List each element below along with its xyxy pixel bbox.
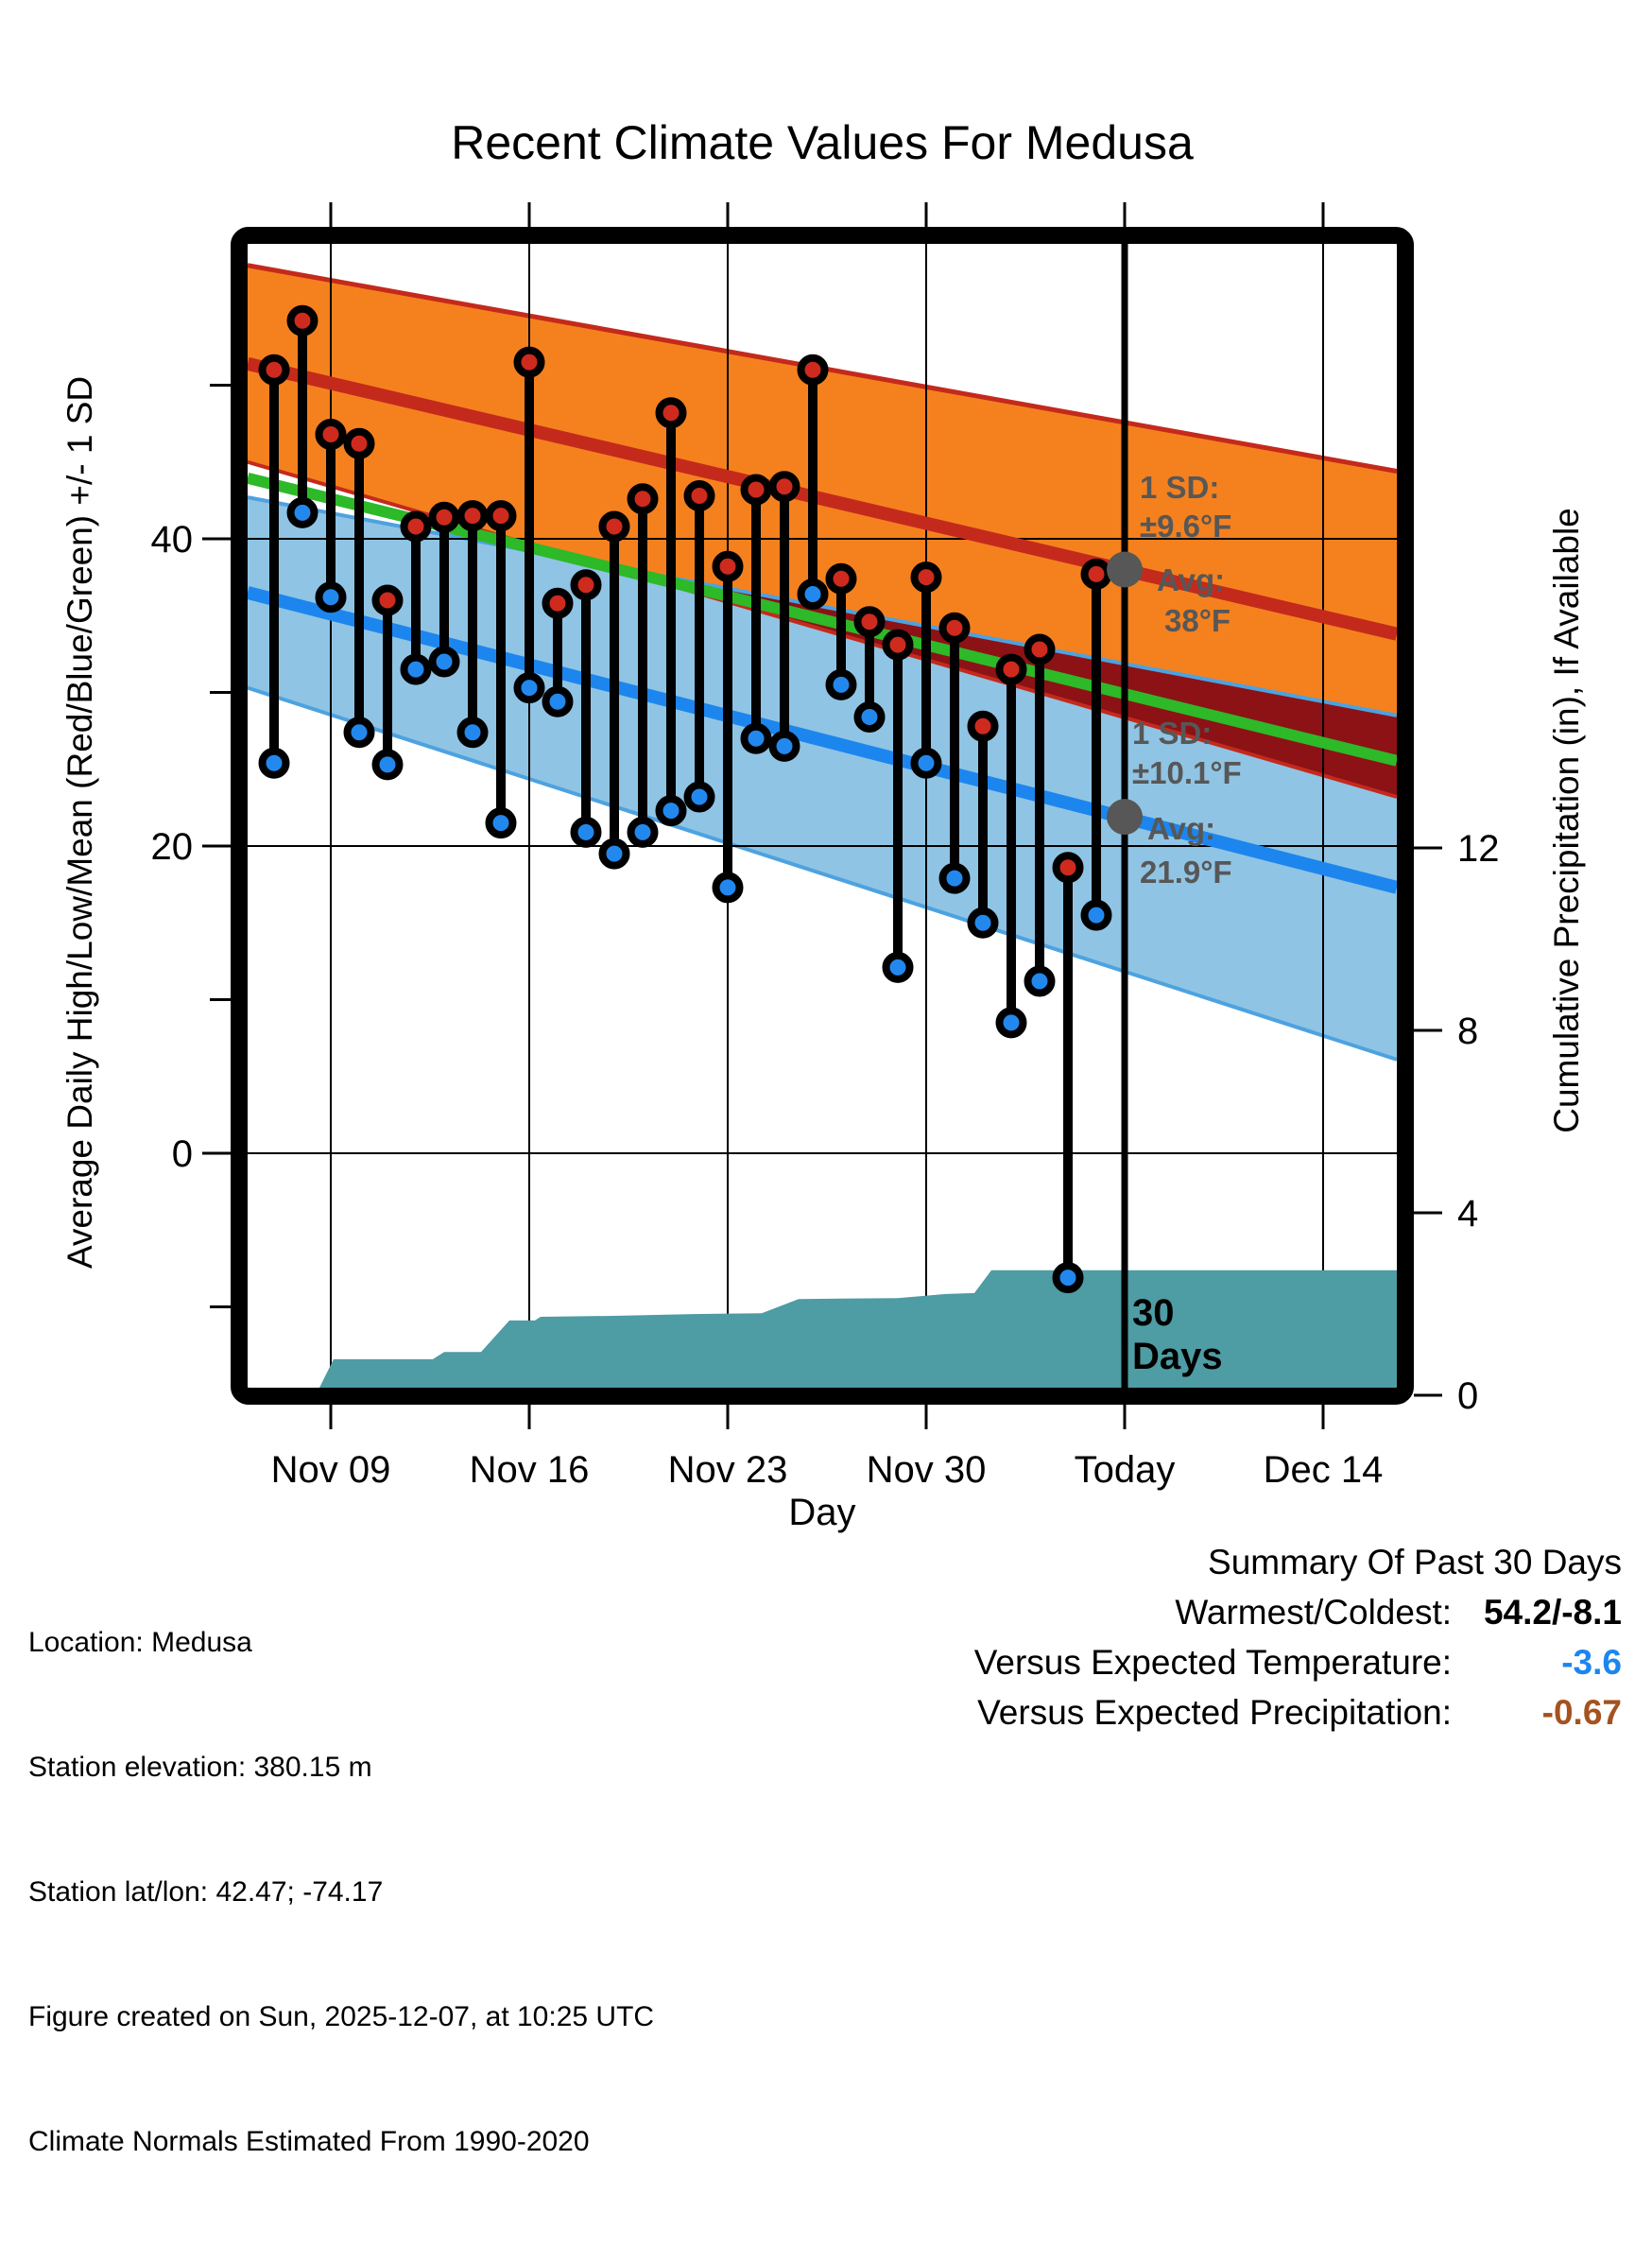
- y-right-tick-label: 12: [1457, 828, 1500, 870]
- daily-high-dot: [943, 616, 967, 640]
- daily-high-dot: [886, 633, 910, 657]
- daily-low-dot: [319, 585, 343, 609]
- daily-low-dot: [915, 752, 938, 775]
- summary-label: Versus Expected Precipitation:: [977, 1693, 1452, 1732]
- summary-label: Warmest/Coldest:: [1175, 1593, 1452, 1632]
- daily-high-dot: [575, 573, 598, 596]
- summary-label: Versus Expected Temperature:: [973, 1643, 1452, 1682]
- x-tick-label: Today: [1074, 1449, 1176, 1491]
- x-tick-label: Nov 23: [667, 1449, 788, 1491]
- x-axis-label: Day: [788, 1492, 856, 1533]
- daily-high-dot: [858, 610, 882, 633]
- y-right-tick-label: 4: [1457, 1193, 1479, 1235]
- daily-low-dot: [886, 956, 910, 979]
- station-info-block: [28, 1539, 654, 2246]
- today-avg-low-dot: [1107, 799, 1143, 835]
- daily-low-dot: [575, 821, 598, 844]
- daily-low-dot: [858, 705, 882, 729]
- y-left-tick-label: 0: [171, 1133, 193, 1175]
- y-axis-left-label: Average Daily High/Low/Mean (Red/Blue/Green) +/- 1 SD: [60, 375, 99, 1270]
- summary-row-warmest-coldest: [974, 1587, 1622, 1637]
- x-tick-label: Nov 09: [270, 1449, 391, 1491]
- summary-row-vs-temperature: [974, 1637, 1622, 1687]
- daily-high-dot: [433, 506, 456, 529]
- daily-high-dot: [1000, 658, 1024, 682]
- daily-low-dot: [1000, 1011, 1024, 1034]
- daily-high-dot: [376, 589, 400, 613]
- info-normals: Climate Normals Estimated From 1990-2020: [28, 2126, 590, 2157]
- daily-high-dot: [915, 565, 938, 589]
- summary-heading: Summary Of Past 30 Days: [1208, 1543, 1622, 1581]
- daily-low-dot: [688, 786, 712, 809]
- y-axis-right-label: Cumulative Precipitation (in), If Available: [1547, 508, 1586, 1133]
- daily-low-dot: [1085, 904, 1109, 927]
- daily-high-dot: [603, 515, 627, 539]
- daily-low-dot: [972, 911, 995, 935]
- daily-high-dot: [801, 358, 825, 382]
- daily-low-dot: [745, 727, 768, 751]
- daily-low-dot: [546, 690, 570, 714]
- x-tick-label: Dec 14: [1263, 1449, 1384, 1491]
- y-left-tick-label: 40: [150, 519, 193, 561]
- high-avg-value: 38°F: [1164, 603, 1231, 638]
- low-sd-label: 1 SD:: [1132, 716, 1213, 751]
- daily-high-dot: [773, 475, 797, 498]
- daily-low-dot: [801, 582, 825, 606]
- low-avg-label: Avg:: [1147, 811, 1216, 846]
- daily-high-dot: [490, 504, 513, 527]
- daily-high-dot: [688, 484, 712, 508]
- x-tick-label: Nov 16: [469, 1449, 590, 1491]
- high-sd-value: ±9.6°F: [1140, 509, 1232, 544]
- summary-block: [974, 1537, 1622, 1737]
- daily-low-dot: [1028, 970, 1052, 993]
- daily-low-dot: [291, 501, 315, 525]
- daily-low-dot: [348, 720, 371, 744]
- daily-high-dot: [1085, 562, 1109, 586]
- daily-low-dot: [490, 811, 513, 835]
- daily-high-dot: [631, 487, 655, 510]
- y-left-tick-label: 20: [150, 826, 193, 868]
- daily-low-dot: [433, 650, 456, 674]
- daily-low-dot: [461, 720, 485, 744]
- daily-low-dot: [404, 658, 428, 682]
- daily-high-dot: [518, 351, 542, 374]
- daily-low-dot: [830, 673, 853, 697]
- daily-high-dot: [972, 715, 995, 738]
- daily-high-dot: [348, 432, 371, 456]
- daily-high-dot: [404, 515, 428, 539]
- info-created: Figure created on Sun, 2025-12-07, at 10:25 UTC: [28, 2001, 655, 2032]
- info-elevation: Station elevation: 380.15 m: [28, 1752, 372, 1783]
- daily-high-dot: [263, 358, 286, 382]
- x-tick-label: Nov 30: [866, 1449, 987, 1491]
- daily-high-dot: [1057, 855, 1080, 879]
- daily-low-dot: [376, 752, 400, 776]
- daily-high-dot: [319, 423, 343, 446]
- summary-value: -0.67: [1541, 1693, 1622, 1732]
- y-right-tick-label: 8: [1457, 1011, 1479, 1052]
- daily-high-dot: [291, 309, 315, 333]
- daily-low-dot: [660, 799, 683, 822]
- window-days-label: Days: [1132, 1336, 1223, 1377]
- daily-high-dot: [830, 567, 853, 591]
- daily-high-dot: [461, 504, 485, 527]
- daily-low-dot: [518, 676, 542, 700]
- cumulative-precip-area: [319, 1270, 1397, 1388]
- info-location: Location: Medusa: [28, 1627, 252, 1658]
- summary-value: -3.6: [1561, 1643, 1622, 1682]
- daily-high-dot: [660, 401, 683, 424]
- info-latlon: Station lat/lon: 42.47; -74.17: [28, 1876, 384, 1908]
- high-avg-label: Avg:: [1157, 562, 1226, 597]
- window-days-label: 30: [1132, 1292, 1175, 1334]
- daily-low-dot: [716, 875, 740, 899]
- daily-high-dot: [546, 592, 570, 615]
- chart-title: Recent Climate Values For Medusa: [451, 116, 1194, 169]
- low-avg-value: 21.9°F: [1140, 855, 1232, 890]
- daily-low-dot: [263, 752, 286, 775]
- summary-row-vs-precipitation: [974, 1687, 1622, 1737]
- low-sd-value: ±10.1°F: [1132, 755, 1242, 790]
- today-avg-high-dot: [1107, 552, 1143, 588]
- y-right-tick-label: 0: [1457, 1375, 1479, 1417]
- high-sd-label: 1 SD:: [1140, 470, 1220, 505]
- daily-high-dot: [716, 555, 740, 579]
- daily-low-dot: [1057, 1266, 1080, 1289]
- daily-high-dot: [1028, 638, 1052, 662]
- daily-low-dot: [631, 821, 655, 844]
- daily-low-dot: [773, 734, 797, 758]
- summary-value: 54.2/-8.1: [1483, 1593, 1622, 1632]
- daily-high-dot: [745, 478, 768, 502]
- daily-low-dot: [603, 842, 627, 866]
- daily-low-dot: [943, 867, 967, 890]
